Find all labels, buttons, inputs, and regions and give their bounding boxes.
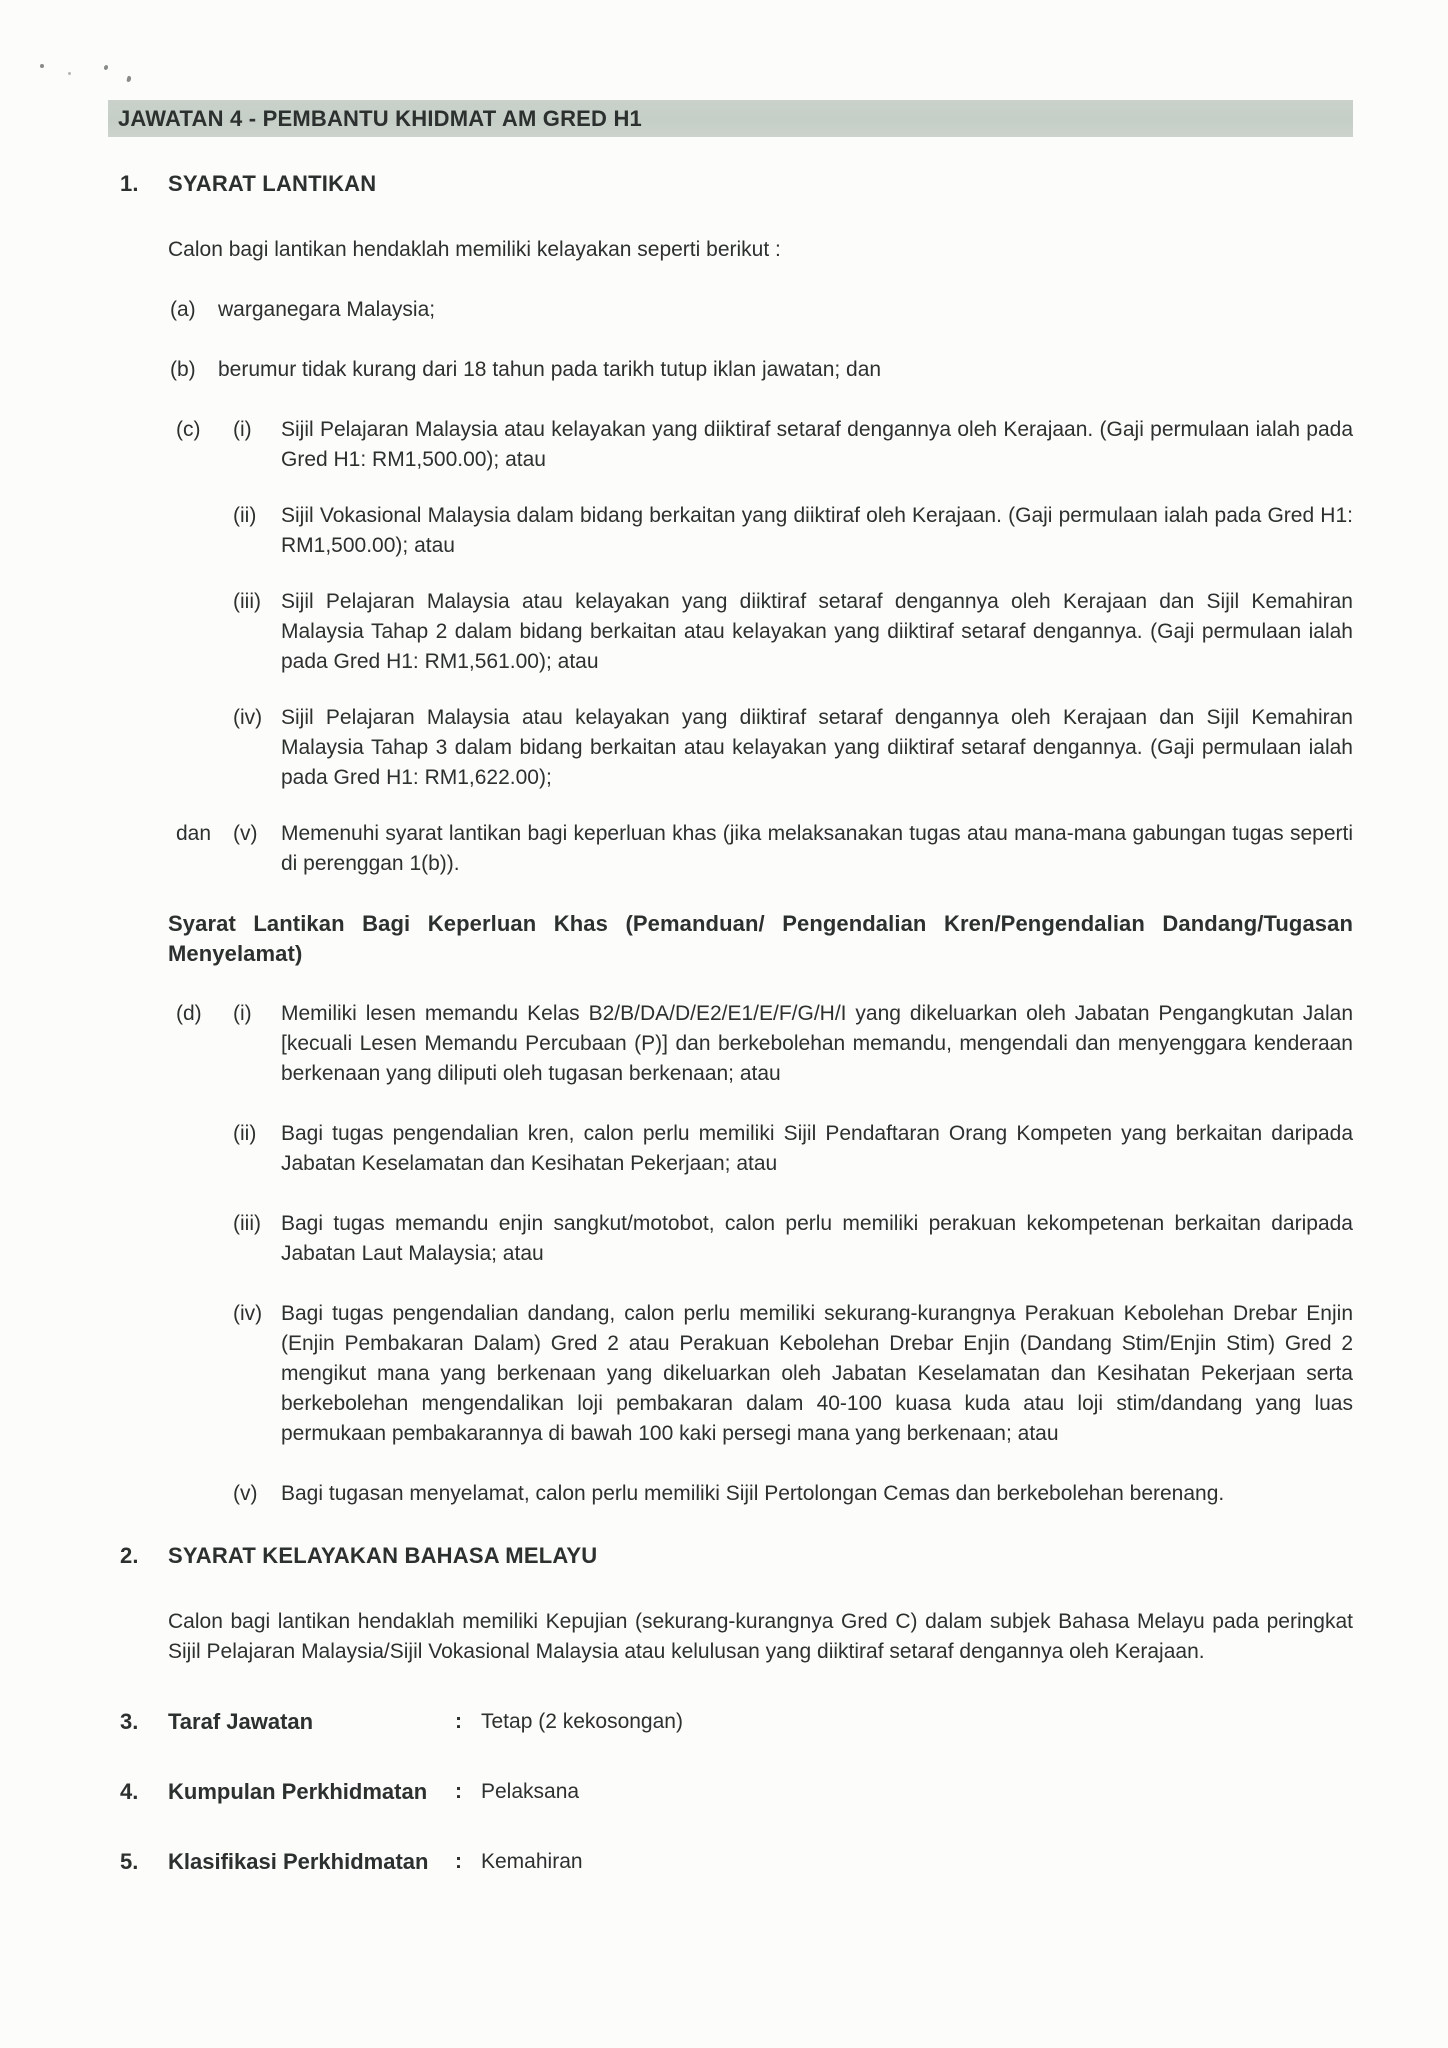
list-marker	[176, 501, 233, 561]
list-marker: (d)	[176, 1002, 202, 1025]
row-label: Klasifikasi Perkhidmatan	[168, 1849, 429, 1874]
section-1-number: 1.	[120, 171, 139, 196]
section-1-heading	[120, 169, 1353, 199]
row-value: Kemahiran	[481, 1850, 583, 1873]
info-row-kumpulan-perkhidmatan	[120, 1777, 1353, 1807]
list-marker	[176, 1209, 233, 1269]
list-marker: (c)	[176, 418, 201, 441]
list-prefix: dan	[176, 822, 212, 845]
list-item-d-iv	[176, 1299, 1353, 1449]
list-marker: (ii)	[233, 1122, 257, 1145]
list-text: Sijil Vokasional Malaysia dalam bidang berkaitan yang diiktiraf oleh Kerajaan. (Gaji permulaan ialah pada Gred H1: RM1,500.00); atau	[281, 504, 1353, 557]
list-item-d-iii	[176, 1209, 1353, 1269]
list-marker: (iii)	[233, 1212, 261, 1235]
list-marker: (v)	[233, 1482, 258, 1505]
list-marker: (iv)	[233, 706, 263, 729]
section-2-number: 2.	[120, 1543, 139, 1568]
list-item-c-iv	[176, 703, 1353, 793]
list-text: berumur tidak kurang dari 18 tahun pada tarikh tutup iklan jawatan; dan	[218, 358, 882, 381]
list-marker: (iv)	[233, 1302, 263, 1325]
row-value: Tetap (2 kekosongan)	[481, 1710, 683, 1733]
row-number: 3.	[120, 1709, 139, 1734]
scan-speck	[126, 76, 131, 83]
list-text: Memiliki lesen memandu Kelas B2/B/DA/D/E2/E1/E/F/G/H/I yang dikeluarkan oleh Jabatan Pengangkutan Jalan [kecuali Lesen Memandu Percubaan (P)] dan berkebolehan memandu, mengendali dan menyenggara kenderaan berkenaan yang diliputi oleh tugasan berkenaan; atau	[281, 1002, 1353, 1085]
list-text: Bagi tugas pengendalian dandang, calon perlu memiliki sekurang-kurangnya Perakuan Kebolehan Drebar Enjin (Enjin Pembakaran Dalam) Gred 2 atau Perakuan Kebolehan Drebar Enjin (Dandang Stim/Enjin Stim) Gred 2 mengikut mana yang berkenaan yang dikeluarkan oleh Jabatan Keselamatan dan Kesihatan Pekerjaan serta berkebolehan mengendalikan loji pembakaran dalam 40-100 kuasa kuda atau loji stim/dandang yang luas permukaan pembakarannya di bawah 100 kaki persegi mana yang berkenaan; atau	[281, 1302, 1353, 1445]
list-text: Sijil Pelajaran Malaysia atau kelayakan yang diiktiraf setaraf dengannya oleh Kerajaan dan Sijil Kemahiran Malaysia Tahap 3 dalam bidang berkaitan atau kelayakan yang diiktiraf setaraf dengannya. (Gaji permulaan ialah pada Gred H1: RM1,622.00);	[281, 706, 1353, 789]
list-item-d-v	[176, 1479, 1353, 1509]
document-content	[120, 100, 1353, 1877]
row-value: Pelaksana	[481, 1780, 580, 1803]
list-item-d-i	[176, 999, 1353, 1089]
list-marker: (a)	[170, 298, 196, 321]
row-number: 4.	[120, 1779, 139, 1804]
list-text: Bagi tugas memandu enjin sangkut/motobot, calon perlu memiliki perakuan kekompetenan berkaitan daripada Jabatan Laut Malaysia; atau	[281, 1212, 1353, 1265]
row-label: Taraf Jawatan	[168, 1709, 314, 1734]
list-text: Sijil Pelajaran Malaysia atau kelayakan yang diiktiraf setaraf dengannya oleh Kerajaan dan Sijil Kemahiran Malaysia Tahap 2 dalam bidang berkaitan atau kelayakan yang diiktiraf setaraf dengannya. (Gaji permulaan ialah pada Gred H1: RM1,561.00); atau	[281, 590, 1353, 673]
list-marker: (v)	[233, 822, 258, 845]
list-item-b	[170, 355, 1353, 385]
list-marker	[176, 587, 233, 677]
row-label: Kumpulan Perkhidmatan	[168, 1779, 428, 1804]
list-marker: (iii)	[233, 590, 261, 613]
list-marker: (i)	[233, 1002, 252, 1025]
list-item-a	[170, 295, 1353, 325]
list-marker	[176, 1119, 233, 1179]
info-row-taraf-jawatan	[120, 1707, 1353, 1737]
list-text: Memenuhi syarat lantikan bagi keperluan khas (jika melaksanakan tugas atau mana-mana gabungan tugas seperti di perenggan 1(b)).	[281, 822, 1353, 875]
scan-speck	[103, 64, 108, 70]
row-separator: :	[455, 1710, 462, 1733]
job-title-bar	[108, 100, 1353, 137]
section-1-intro: Calon bagi lantikan hendaklah memiliki kelayakan seperti berikut :	[168, 238, 781, 261]
list-marker: (ii)	[233, 504, 257, 527]
row-separator: :	[455, 1780, 462, 1803]
row-separator: :	[455, 1850, 462, 1873]
list-marker	[176, 703, 233, 793]
section-2-title: SYARAT KELAYAKAN BAHASA MELAYU	[168, 1543, 598, 1568]
special-requirements-heading: Syarat Lantikan Bagi Keperluan Khas (Pemanduan/ Pengendalian Kren/Pengendalian Dandang/Tugasan Menyelamat)	[168, 911, 1353, 966]
row-number: 5.	[120, 1849, 139, 1874]
list-item-c-i	[176, 415, 1353, 475]
info-row-klasifikasi-perkhidmatan	[120, 1847, 1353, 1877]
section-1-title: SYARAT LANTIKAN	[168, 171, 377, 196]
list-marker: (i)	[233, 418, 252, 441]
scan-speck	[40, 64, 44, 68]
list-item-c-v	[176, 819, 1353, 879]
list-marker	[176, 1479, 233, 1509]
scan-speck	[68, 72, 71, 75]
list-marker: (b)	[170, 358, 196, 381]
list-item-c-ii	[176, 501, 1353, 561]
list-text: Sijil Pelajaran Malaysia atau kelayakan yang diiktiraf setaraf dengannya oleh Kerajaan. (Gaji permulaan ialah pada Gred H1: RM1,500.00); atau	[281, 418, 1353, 471]
list-item-d-ii	[176, 1119, 1353, 1179]
list-text: Bagi tugas pengendalian kren, calon perlu memiliki Sijil Pendaftaran Orang Kompeten yang berkaitan daripada Jabatan Keselamatan dan Kesihatan Pekerjaan; atau	[281, 1122, 1353, 1175]
list-text: warganegara Malaysia;	[218, 298, 436, 321]
list-item-c-iii	[176, 587, 1353, 677]
list-text: Bagi tugasan menyelamat, calon perlu memiliki Sijil Pertolongan Cemas dan berkebolehan berenang.	[281, 1482, 1225, 1505]
section-2-heading	[120, 1541, 1353, 1571]
section-2-paragraph: Calon bagi lantikan hendaklah memiliki Kepujian (sekurang-kurangnya Gred C) dalam subjek Bahasa Melayu pada peringkat Sijil Pelajaran Malaysia/Sijil Vokasional Malaysia atau kelulusan yang diiktiraf setaraf dengannya oleh Kerajaan.	[168, 1610, 1353, 1663]
list-marker	[176, 1299, 233, 1449]
job-title: JAWATAN 4 - PEMBANTU KHIDMAT AM GRED H1	[118, 105, 642, 131]
